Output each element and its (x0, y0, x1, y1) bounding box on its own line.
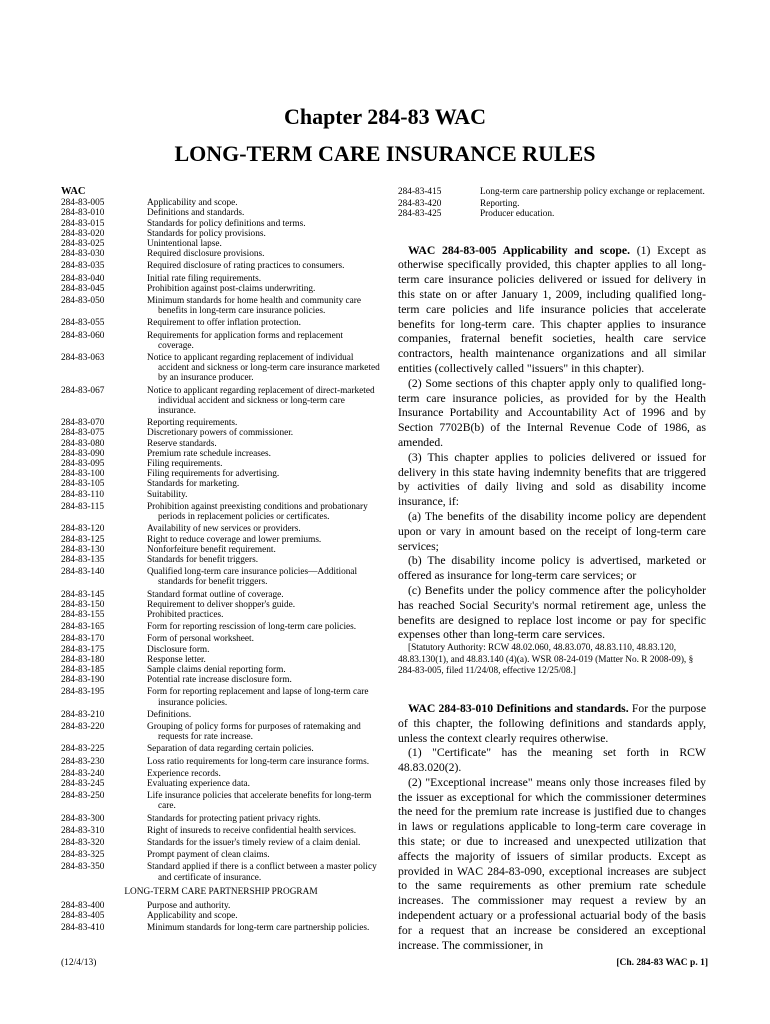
toc-section-number: 284-83-415 (398, 187, 442, 197)
toc-entry (61, 524, 381, 534)
toc-section-number: 284-83-210 (61, 709, 105, 720)
footer-page-label: [Ch. 284-83 WAC p. 1] (616, 958, 708, 968)
toc-entry (61, 911, 381, 921)
toc-entry (61, 318, 381, 328)
statutory-authority-note: [Statutory Authority: RCW 48.02.060, 48.83.070, 48.83.110, 48.83.120, 48.83.130(1), and 48.83.140 (4)(a). WSR 08-24-019 (Matter No. R 2008-09), § 284-83-005, filed 11/24/08, effective 12/25/08.] (398, 643, 694, 677)
toc-subheading: LONG-TERM CARE PARTNERSHIP PROGRAM (124, 886, 318, 897)
toc-entry (61, 850, 381, 860)
toc-entry (61, 814, 381, 824)
toc-entry (61, 479, 381, 489)
toc-entry (398, 209, 706, 219)
toc-section-title: Requirement to offer inflation protection. (147, 318, 301, 329)
toc-section-number: 284-83-070 (61, 418, 105, 429)
toc-entry (61, 449, 381, 459)
toc-section-number: 284-83-320 (61, 837, 105, 848)
toc-entry (61, 502, 381, 522)
section-005-para-b: (b) The disability income policy is advertised, marketed or offered as insurance for long-term care services; or (398, 554, 706, 583)
toc-section-title: Definitions. (147, 709, 192, 720)
toc-section-number: 284-83-095 (61, 459, 105, 470)
toc-section-title: Prompt payment of clean claims. (147, 850, 270, 861)
toc-section-number: 284-83-090 (61, 448, 105, 459)
toc-section-title: Long-term care partnership policy exchange or replacement. (480, 187, 705, 197)
section-010-para-2: (2) "Exceptional increase" means only those increases filed by the issuer as exceptional for which the commissioner determines the need for the premium rate increase is justified due to changes in laws or regulations applicable to long-term care coverage in this state; or due to increased and unexpected utilization that affects the majority of issuers of similar products. Except as provided in WAC 284-83-090, exceptional increases are subject to the same requirements as other premium rate schedule increases. The commissioner may request a review by an independent actuary or a professional actuarial body of the basis for a request that an increase be considered an exceptional increase. The commissioner, in (398, 775, 706, 952)
toc-entry (61, 779, 381, 789)
toc-entry (61, 535, 381, 545)
toc-entry (61, 610, 381, 620)
toc-section-number: 284-83-150 (61, 599, 105, 610)
toc-section-number: 284-83-063 (61, 353, 105, 364)
section-005-heading: WAC 284-83-005 Applicability and scope. (408, 243, 631, 257)
section-005-para-c: (c) Benefits under the policy commence after the policyholder has reached Social Security's normal retirement age, unless the benefits are designed to replace lost income or pay for specific expenses other than long-term care services. (398, 583, 706, 642)
toc-section-number: 284-83-025 (61, 239, 105, 250)
toc-section-title: Required disclosure provisions. (147, 249, 265, 260)
toc-section-number: 284-83-120 (61, 524, 105, 535)
toc-section-number: 284-83-125 (61, 534, 105, 545)
toc-section-number: 284-83-420 (398, 199, 442, 210)
toc-section-title: Grouping of policy forms for purposes of ratemaking and requests for rate increase. (147, 721, 361, 743)
toc-entry (61, 567, 381, 587)
toc-section-title: Standards for benefit triggers. (147, 554, 259, 565)
toc-entry (61, 386, 381, 417)
toc-section-title: Unintentional lapse. (147, 239, 222, 250)
toc-section-number: 284-83-020 (61, 228, 105, 239)
section-005-text-1: (1) Except as otherwise specifically provided, this chapter applies to all long-term care insurance policies delivered or issued for delivery in this state on or after January 1, 2009, including qualified long-term care policies and life insurance policies that accelerate benefits for long-term care. This chapter applies to insurance companies, fraternal benefit societies, health care service contractors, health maintenance organizations and all similar entities (collectively called "issuers" in this chapter). (398, 243, 707, 375)
toc-section-title: Loss ratio requirements for long-term care insurance forms. (147, 756, 370, 767)
toc-list-partnership (61, 901, 381, 934)
toc-entry (61, 353, 381, 384)
toc-section-number: 284-83-230 (61, 756, 105, 767)
toc-section-title: Right of insureds to receive confidential health services. (147, 825, 357, 836)
toc-entry (61, 622, 381, 632)
toc-section-title: Required disclosure of rating practices to consumers. (147, 261, 345, 272)
toc-section-number: 284-83-155 (61, 609, 105, 620)
toc-section-number: 284-83-400 (61, 901, 105, 911)
toc-section-number: 284-83-410 (61, 923, 105, 934)
section-005-para-a: (a) The benefits of the disability income policy are dependent upon or vary in amount based on the receipt of long-term care services; (398, 509, 706, 553)
toc-entry (61, 490, 381, 500)
toc-section-number: 284-83-005 (61, 198, 105, 209)
toc-section-title: Form for reporting replacement and lapse of long-term care insurance policies. (147, 687, 369, 708)
toc-section-number: 284-83-040 (61, 273, 105, 284)
toc-entry (61, 687, 381, 707)
toc-list (61, 198, 381, 883)
toc-section-number: 284-83-100 (61, 469, 105, 480)
toc-entry (61, 710, 381, 720)
toc-section-title: Reporting. (480, 199, 520, 210)
toc-entry (61, 665, 381, 675)
toc-section-title: Applicability and scope. (147, 911, 238, 922)
toc-section-number: 284-83-080 (61, 438, 105, 449)
toc-section-title: Standard applied if there is a conflict between a master policy and certificate of insurance. (147, 862, 377, 883)
toc-section-number: 284-83-067 (61, 385, 105, 396)
toc-section-number: 284-83-135 (61, 554, 105, 565)
toc-section-title: Notice to applicant regarding replacement of individual accident and sickness or long-term care insurance marketed by an insurance producer. (147, 353, 380, 384)
toc-entry (61, 229, 381, 239)
toc-section-title: Suitability. (147, 489, 188, 500)
toc-heading: WAC (61, 186, 86, 197)
toc-section-number: 284-83-165 (61, 622, 105, 633)
toc-section-number: 284-83-030 (61, 249, 105, 260)
toc-entry (61, 555, 381, 565)
toc-section-title: Separation of data regarding certain policies. (147, 744, 314, 755)
toc-entry (61, 769, 381, 779)
toc-entry (61, 901, 381, 911)
toc-entry (61, 418, 381, 428)
toc-section-title: Prohibition against preexisting conditions and probationary periods in replacement policies or certificates. (147, 501, 368, 523)
toc-section-number: 284-83-050 (61, 296, 105, 307)
toc-section-number: 284-83-075 (61, 428, 105, 439)
toc-section-number: 284-83-245 (61, 778, 105, 789)
toc-section-title: Availability of new services or providers. (147, 524, 301, 535)
toc-section-title: Minimum standards for home health and community care benefits in long-term care insurance policies. (147, 296, 362, 317)
toc-entry (61, 428, 381, 438)
toc-section-number: 284-83-425 (398, 209, 442, 220)
chapter-title: Chapter 284-83 WAC (283, 104, 487, 129)
toc-entry (61, 838, 381, 848)
toc-section-number: 284-83-015 (61, 218, 105, 229)
toc-entry (61, 331, 381, 351)
toc-section-title: Prohibited practices. (147, 609, 224, 620)
toc-section-title: Prohibition against post-claims underwriting. (147, 283, 316, 294)
section-010 (398, 702, 706, 954)
table-of-contents-left (61, 187, 381, 934)
toc-section-number: 284-83-405 (61, 911, 105, 922)
toc-section-title: Standards for protecting patient privacy rights. (147, 813, 321, 824)
toc-entry (61, 722, 381, 742)
toc-entry (61, 239, 381, 249)
section-005-para-1 (398, 244, 706, 377)
toc-section-number: 284-83-350 (61, 862, 105, 873)
toc-section-title: Requirements for application forms and replacement coverage. (147, 330, 343, 351)
toc-section-title: Filing requirements for advertising. (147, 469, 280, 480)
toc-entry (61, 634, 381, 644)
toc-entry (61, 459, 381, 469)
toc-section-title: Form for reporting rescission of long-term care policies. (147, 622, 357, 633)
toc-section-title: Definitions and standards. (147, 208, 245, 219)
toc-section-title: Applicability and scope. (147, 198, 238, 209)
toc-section-title: Minimum standards for long-term care partnership policies. (147, 923, 370, 934)
toc-section-number: 284-83-130 (61, 544, 105, 555)
section-005 (398, 244, 706, 678)
section-005-para-3: (3) This chapter applies to policies delivered or issued for delivery in this state having indemnity benefits that are triggered by activities of daily living and sold as disability income insurance, if: (398, 450, 706, 509)
toc-entry (398, 199, 706, 209)
toc-entry (61, 590, 381, 600)
toc-entry (61, 655, 381, 665)
toc-section-title: Qualified long-term care insurance policies—Additional standards for benefit triggers. (147, 567, 358, 588)
toc-entry (61, 208, 381, 218)
toc-section-title: Disclosure form. (147, 644, 210, 655)
toc-section-number: 284-83-190 (61, 675, 105, 686)
toc-section-title: Notice to applicant regarding replacement of direct-marketed individual accident and sickness or long-term care insurance. (147, 385, 375, 417)
section-010-intro (398, 702, 706, 746)
toc-section-title: Premium rate schedule increases. (147, 448, 271, 459)
toc-section-number: 284-83-110 (61, 489, 105, 500)
toc-list-right (398, 187, 706, 220)
toc-entry (61, 600, 381, 610)
toc-section-title: Standards for marketing. (147, 479, 240, 490)
toc-entry (61, 545, 381, 555)
toc-entry (398, 187, 706, 197)
toc-entry (61, 439, 381, 449)
section-010-para-1: (1) "Certificate" has the meaning set forth in RCW 48.83.020(2). (398, 746, 706, 775)
toc-section-title: Discretionary powers of commissioner. (147, 428, 294, 439)
toc-section-number: 284-83-045 (61, 283, 105, 294)
toc-entry (61, 923, 381, 933)
toc-section-title: Evaluating experience data. (147, 778, 250, 789)
toc-section-title: Sample claims denial reporting form. (147, 664, 286, 675)
toc-section-title: Requirement to deliver shopper's guide. (147, 599, 296, 610)
toc-section-title: Filing requirements. (147, 459, 223, 470)
toc-section-title: Standards for policy definitions and terms. (147, 218, 306, 229)
toc-entry (61, 757, 381, 767)
toc-entry (61, 675, 381, 685)
toc-section-number: 284-83-140 (61, 567, 105, 578)
toc-section-title: Form of personal worksheet. (147, 634, 254, 645)
toc-section-number: 284-83-175 (61, 644, 105, 655)
toc-section-number: 284-83-145 (61, 589, 105, 600)
toc-section-number: 284-83-240 (61, 768, 105, 779)
toc-section-number: 284-83-195 (61, 687, 105, 698)
right-column (398, 187, 706, 953)
toc-section-number: 284-83-180 (61, 654, 105, 665)
toc-section-title: Initial rate filing requirements. (147, 273, 262, 284)
toc-entry (61, 791, 381, 811)
toc-section-number: 284-83-010 (61, 208, 105, 219)
toc-section-number: 284-83-300 (61, 813, 105, 824)
toc-section-title: Potential rate increase disclosure form. (147, 675, 292, 686)
toc-entry (61, 284, 381, 294)
section-010-heading: WAC 284-83-010 Definitions and standards. (408, 701, 629, 715)
section-005-para-2: (2) Some sections of this chapter apply only to qualified long-term care insurance policies, as provided for by the Health Insurance Portability and Accountability Act of 1996 and by Section 7702B(b) of the Internal Revenue Code of 1986, as amended. (398, 376, 706, 449)
toc-entry (61, 274, 381, 284)
toc-section-title: Experience records. (147, 768, 221, 779)
toc-section-title: Reporting requirements. (147, 418, 238, 429)
toc-entry (61, 826, 381, 836)
toc-section-number: 284-83-325 (61, 850, 105, 861)
toc-section-number: 284-83-060 (61, 330, 105, 341)
toc-entry (61, 469, 381, 479)
toc-section-number: 284-83-220 (61, 721, 105, 732)
toc-section-title: Life insurance policies that accelerate benefits for long-term care. (147, 791, 372, 812)
toc-section-number: 284-83-105 (61, 479, 105, 490)
section-010-intro-text: For the purpose of this chapter, the following definitions and standards apply, unless the context clearly requires otherwise. (398, 701, 707, 745)
chapter-subtitle: LONG-TERM CARE INSURANCE RULES (174, 141, 596, 166)
toc-section-number: 284-83-310 (61, 825, 105, 836)
toc-section-title: Response letter. (147, 654, 206, 665)
toc-entry (61, 249, 381, 259)
toc-entry (61, 261, 381, 271)
toc-entry (61, 744, 381, 754)
footer-date: (12/4/13) (61, 958, 97, 968)
toc-section-title: Reserve standards. (147, 438, 217, 449)
toc-entry (61, 862, 381, 882)
toc-section-title: Right to reduce coverage and lower premiums. (147, 534, 322, 545)
toc-section-number: 284-83-035 (61, 261, 105, 272)
toc-section-number: 284-83-115 (61, 501, 105, 512)
toc-section-title: Purpose and authority. (147, 901, 231, 911)
toc-section-title: Nonforfeiture benefit requirement. (147, 544, 276, 555)
toc-section-title: Standards for the issuer's timely review of a claim denial. (147, 837, 361, 848)
toc-entry (61, 219, 381, 229)
toc-section-number: 284-83-185 (61, 664, 105, 675)
toc-section-number: 284-83-170 (61, 634, 105, 645)
toc-section-title: Producer education. (480, 209, 555, 220)
toc-entry (61, 645, 381, 655)
toc-section-number: 284-83-225 (61, 744, 105, 755)
toc-entry (61, 198, 381, 208)
toc-section-number: 284-83-250 (61, 791, 105, 802)
toc-entry (61, 296, 381, 316)
toc-section-number: 284-83-055 (61, 318, 105, 329)
toc-section-title: Standard format outline of coverage. (147, 589, 284, 600)
toc-section-title: Standards for policy provisions. (147, 228, 266, 239)
